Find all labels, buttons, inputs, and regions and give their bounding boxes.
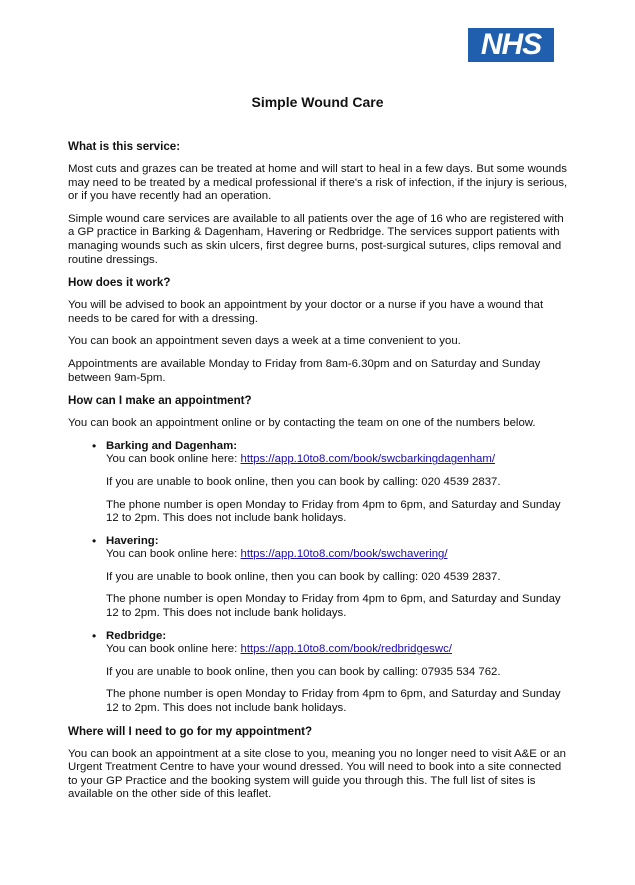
paragraph: You will be advised to book an appointment by your doctor or a nurse if you have a wound that needs to be cared for with a dressing.	[68, 299, 544, 325]
booking-link[interactable]: https://app.10to8.com/book/swchavering/	[240, 548, 448, 561]
paragraph: Simple wound care services are available to all patients over the age of 16 who are registered with a GP practice in Barking & Dagenham, Havering or Redbridge. The services support patients with managing wounds such as skin ulcers, first degree burns, post-surgical sutures, clips removal and routine dressings.	[68, 212, 564, 266]
document-title: Simple Wound Care	[251, 94, 384, 110]
bullet-icon: •	[92, 438, 97, 453]
location-name: Barking and Dagenham:	[106, 439, 238, 452]
list-item	[92, 438, 568, 526]
section-heading-where: Where will I need to go for my appointment?	[68, 724, 313, 738]
booking-link[interactable]: https://app.10to8.com/book/swcbarkingdagenham/	[240, 453, 496, 466]
paragraph: You can book an appointment seven days a week at a time convenient to you.	[68, 335, 461, 348]
bullet-icon: •	[92, 628, 97, 643]
phone-text: If you are unable to book online, then you can book by calling: 020 4539 2837.	[106, 570, 501, 583]
booking-link[interactable]: https://app.10to8.com/book/redbridgeswc/	[240, 643, 452, 656]
list-item	[92, 533, 568, 621]
hours-text: The phone number is open Monday to Friday from 4pm to 6pm, and Saturday and Sunday 12 to 2pm. This does not include bank holidays.	[106, 688, 561, 715]
paragraph: Appointments are available Monday to Friday from 8am-6.30pm and on Saturday and Sunday between 9am-5pm.	[68, 357, 541, 384]
phone-text: If you are unable to book online, then you can book by calling: 07935 534 762.	[106, 665, 501, 678]
booking-prefix: You can book online here:	[106, 548, 241, 561]
booking-prefix: You can book online here:	[106, 643, 241, 656]
nhs-logo: NHS	[468, 28, 554, 62]
paragraph: You can book an appointment at a site close to you, meaning you no longer need to visit A&E or an Urgent Treatment Centre to have your wound dressed. You will need to book into a site connected to your GP Practice and the booking system will guide you through this. The full list of sites is available on the other side of this leaflet.	[68, 747, 566, 801]
document-body	[68, 140, 568, 811]
booking-line	[106, 548, 568, 562]
section-heading-how: How does it work?	[68, 276, 171, 290]
location-name: Havering:	[106, 534, 159, 547]
location-list	[68, 440, 568, 716]
paragraph: You can book an appointment online or by contacting the team on one of the numbers below.	[68, 417, 536, 430]
booking-prefix: You can book online here:	[106, 453, 241, 466]
list-item	[92, 628, 568, 716]
hours-text: The phone number is open Monday to Friday from 4pm to 6pm, and Saturday and Sunday 12 to 2pm. This does not include bank holidays.	[106, 498, 561, 525]
bullet-icon: •	[92, 533, 97, 548]
booking-line	[106, 453, 568, 467]
booking-line	[106, 643, 568, 657]
hours-text: The phone number is open Monday to Friday from 4pm to 6pm, and Saturday and Sunday 12 to 2pm. This does not include bank holidays.	[106, 593, 561, 620]
section-heading-what: What is this service:	[68, 140, 181, 153]
section-heading-book: How can I make an appointment?	[68, 394, 252, 408]
location-name: Redbridge:	[106, 629, 167, 642]
paragraph: Most cuts and grazes can be treated at home and will start to heal in a few days. But some wounds may need to be treated by a medical professional if there's a risk of infection, if the injury is serious, or if you have recently had an operation.	[68, 163, 568, 203]
phone-text: If you are unable to book online, then you can book by calling: 020 4539 2837.	[106, 475, 501, 488]
